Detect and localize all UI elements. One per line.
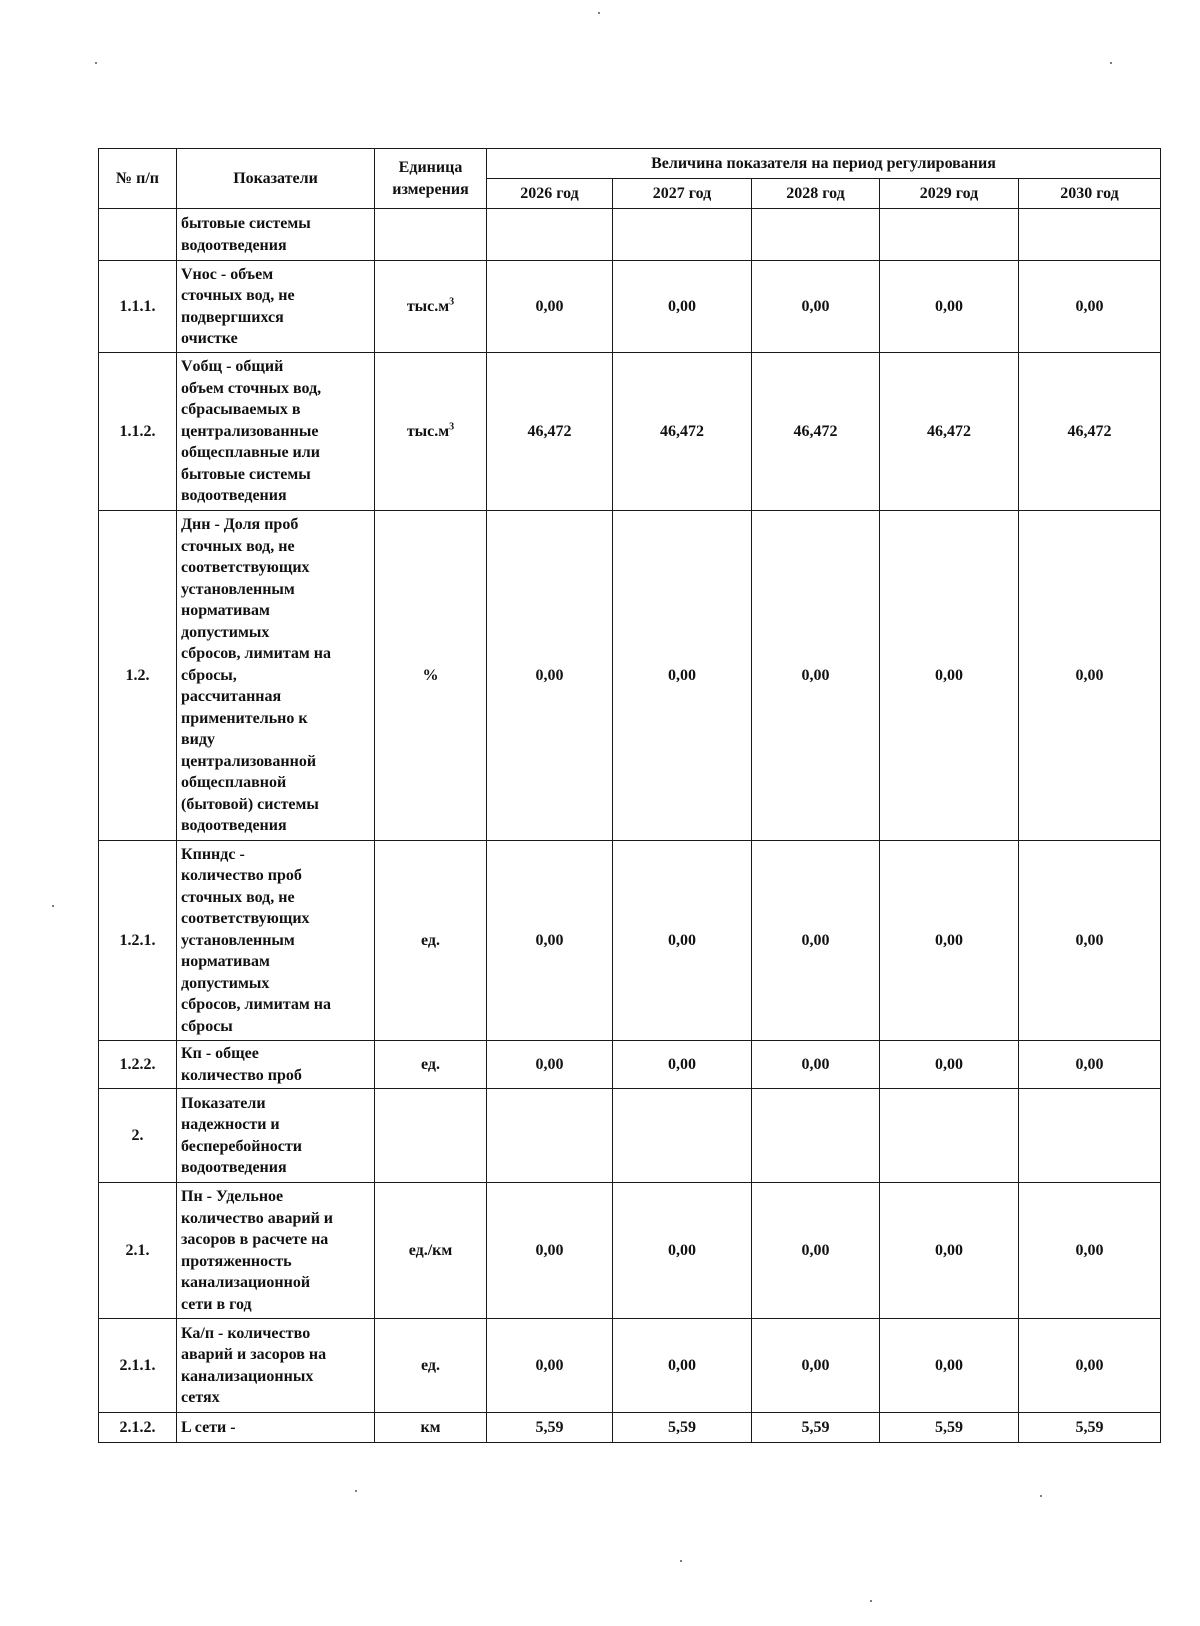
table-row bbox=[99, 261, 1161, 353]
indicator-name: Кпнндс - количество проб сточных вод, не соответствующих установленным нормативам допустимых сбросов, лимитам на сбросы bbox=[177, 841, 375, 1041]
value-cell: 0,00 bbox=[752, 1183, 880, 1319]
value-cell: 5,59 bbox=[1019, 1413, 1161, 1443]
row-number: 2.1.2. bbox=[99, 1413, 177, 1443]
unit-cell bbox=[375, 261, 487, 353]
value-cell: 0,00 bbox=[880, 511, 1019, 841]
value-cell: 0,00 bbox=[613, 841, 752, 1041]
value-cell: 0,00 bbox=[752, 261, 880, 353]
value-cell: 46,472 bbox=[1019, 353, 1161, 511]
indicator-name: L сети - bbox=[177, 1413, 375, 1443]
row-number: 1.2. bbox=[99, 511, 177, 841]
value-cell: 5,59 bbox=[752, 1413, 880, 1443]
header-unit: Единица измерения bbox=[375, 149, 487, 209]
row-number: 1.2.2. bbox=[99, 1041, 177, 1089]
table-row bbox=[99, 511, 1161, 841]
header-year: 2028 год bbox=[752, 179, 880, 209]
value-cell: 0,00 bbox=[752, 511, 880, 841]
value-cell: 0,00 bbox=[1019, 841, 1161, 1041]
value-cell: 0,00 bbox=[880, 261, 1019, 353]
indicator-name: Показатели надежности и бесперебойности водоотведения bbox=[177, 1089, 375, 1183]
indicator-name: Vнос - объем сточных вод, не подвергшихся очистке bbox=[177, 261, 375, 353]
indicator-name: Кп - общее количество проб bbox=[177, 1041, 375, 1089]
table-row bbox=[99, 209, 1161, 261]
unit-text: км bbox=[420, 1418, 441, 1436]
value-cell bbox=[487, 209, 613, 261]
header-year: 2026 год bbox=[487, 179, 613, 209]
scan-speck bbox=[355, 1490, 357, 1492]
unit-cell bbox=[375, 1319, 487, 1413]
unit-cell bbox=[375, 209, 487, 261]
header-indicators: Показатели bbox=[177, 149, 375, 209]
value-cell: 0,00 bbox=[880, 1183, 1019, 1319]
unit-text: ед. bbox=[421, 931, 440, 949]
scan-speck bbox=[52, 905, 54, 907]
value-cell: 0,00 bbox=[1019, 261, 1161, 353]
header-year: 2027 год bbox=[613, 179, 752, 209]
value-cell: 0,00 bbox=[752, 1319, 880, 1413]
unit-cell bbox=[375, 353, 487, 511]
value-cell: 0,00 bbox=[880, 841, 1019, 1041]
header-no: № п/п bbox=[99, 149, 177, 209]
table-row bbox=[99, 1089, 1161, 1183]
scan-speck bbox=[680, 1560, 682, 1562]
header-year: 2029 год bbox=[880, 179, 1019, 209]
value-cell: 0,00 bbox=[613, 261, 752, 353]
table-row bbox=[99, 1041, 1161, 1089]
value-cell: 0,00 bbox=[1019, 1183, 1161, 1319]
unit-cell bbox=[375, 1089, 487, 1183]
row-number bbox=[99, 209, 177, 261]
header-year: 2030 год bbox=[1019, 179, 1161, 209]
value-cell: 0,00 bbox=[487, 511, 613, 841]
value-cell: 5,59 bbox=[613, 1413, 752, 1443]
value-cell bbox=[1019, 1089, 1161, 1183]
scan-speck bbox=[95, 62, 97, 64]
row-number: 1.1.1. bbox=[99, 261, 177, 353]
value-cell bbox=[1019, 209, 1161, 261]
value-cell bbox=[880, 209, 1019, 261]
unit-cell bbox=[375, 1183, 487, 1319]
indicator-table bbox=[98, 148, 1161, 1443]
unit-text: ед. bbox=[421, 1055, 440, 1073]
row-number: 2.1. bbox=[99, 1183, 177, 1319]
table-row bbox=[99, 353, 1161, 511]
indicator-name: Vобщ - общий объем сточных вод, сбрасываемых в централизованные общесплавные или бытовые системы водоотведения bbox=[177, 353, 375, 511]
value-cell: 0,00 bbox=[1019, 511, 1161, 841]
indicator-name: Днн - Доля проб сточных вод, не соответствующих установленным нормативам допустимых сбросов, лимитам на сбросы, рассчитанная применительно к виду централизованной общесплавной (бытовой) системы водоотведения bbox=[177, 511, 375, 841]
unit-text: ед. bbox=[421, 1356, 440, 1374]
header-row-1 bbox=[99, 149, 1161, 179]
header-period: Величина показателя на период регулирования bbox=[487, 149, 1161, 179]
value-cell: 0,00 bbox=[613, 1319, 752, 1413]
value-cell: 0,00 bbox=[613, 511, 752, 841]
value-cell bbox=[613, 1089, 752, 1183]
table-row bbox=[99, 1413, 1161, 1443]
row-number: 1.1.2. bbox=[99, 353, 177, 511]
value-cell bbox=[880, 1089, 1019, 1183]
indicator-name: Пн - Удельное количество аварий и засоров в расчете на протяженность канализационной сети в год bbox=[177, 1183, 375, 1319]
value-cell: 0,00 bbox=[487, 841, 613, 1041]
value-cell: 0,00 bbox=[487, 261, 613, 353]
indicator-name: Ка/п - количество аварий и засоров на канализационных сетях bbox=[177, 1319, 375, 1413]
value-cell: 0,00 bbox=[880, 1319, 1019, 1413]
row-number: 2.1.1. bbox=[99, 1319, 177, 1413]
unit-text: тыс.м bbox=[406, 297, 450, 315]
scan-speck bbox=[1110, 62, 1112, 64]
value-cell: 46,472 bbox=[880, 353, 1019, 511]
value-cell: 0,00 bbox=[1019, 1319, 1161, 1413]
value-cell: 46,472 bbox=[613, 353, 752, 511]
value-cell: 0,00 bbox=[752, 1041, 880, 1089]
value-cell: 5,59 bbox=[880, 1413, 1019, 1443]
table-row bbox=[99, 1319, 1161, 1413]
value-cell: 0,00 bbox=[487, 1319, 613, 1413]
scan-speck bbox=[870, 1600, 872, 1602]
value-cell: 46,472 bbox=[487, 353, 613, 511]
indicator-name: бытовые системы водоотведения bbox=[177, 209, 375, 261]
value-cell: 0,00 bbox=[487, 1183, 613, 1319]
value-cell: 0,00 bbox=[613, 1183, 752, 1319]
value-cell: 46,472 bbox=[752, 353, 880, 511]
unit-superscript: 3 bbox=[449, 296, 455, 308]
value-cell: 0,00 bbox=[880, 1041, 1019, 1089]
value-cell: 5,59 bbox=[487, 1413, 613, 1443]
unit-text: тыс.м bbox=[406, 422, 450, 440]
value-cell bbox=[752, 209, 880, 261]
unit-cell bbox=[375, 1413, 487, 1443]
value-cell bbox=[752, 1089, 880, 1183]
row-number: 1.2.1. bbox=[99, 841, 177, 1041]
value-cell: 0,00 bbox=[487, 1041, 613, 1089]
unit-cell bbox=[375, 841, 487, 1041]
value-cell: 0,00 bbox=[613, 1041, 752, 1089]
value-cell: 0,00 bbox=[752, 841, 880, 1041]
scan-speck bbox=[1040, 1495, 1042, 1497]
unit-cell bbox=[375, 511, 487, 841]
unit-text: % bbox=[422, 666, 439, 684]
row-number: 2. bbox=[99, 1089, 177, 1183]
value-cell: 0,00 bbox=[1019, 1041, 1161, 1089]
table-row bbox=[99, 841, 1161, 1041]
value-cell bbox=[487, 1089, 613, 1183]
unit-cell bbox=[375, 1041, 487, 1089]
indicator-table-sheet bbox=[98, 148, 1160, 1443]
unit-superscript: 3 bbox=[449, 421, 455, 433]
value-cell bbox=[613, 209, 752, 261]
unit-text: ед./км bbox=[408, 1241, 453, 1259]
scan-speck bbox=[598, 12, 600, 14]
table-row bbox=[99, 1183, 1161, 1319]
